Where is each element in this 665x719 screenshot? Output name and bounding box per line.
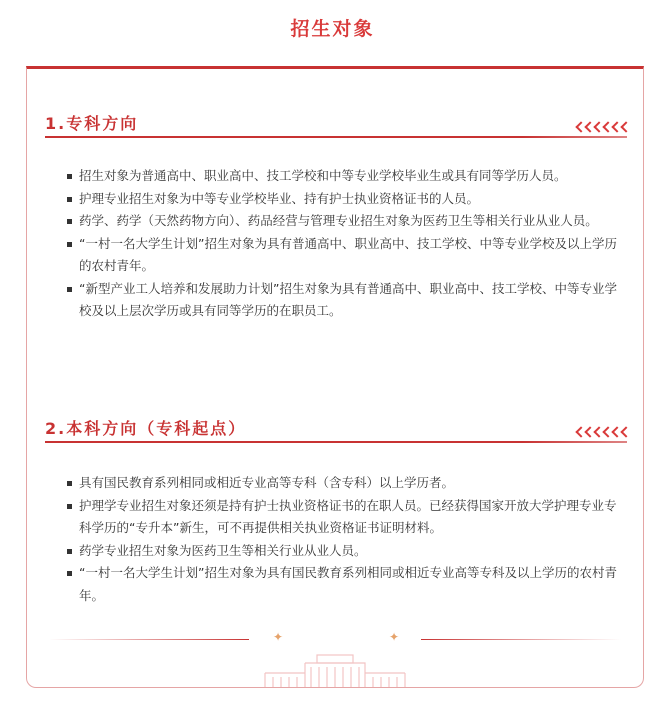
- bullet-icon: [67, 174, 72, 179]
- footer-line-left: [49, 639, 249, 640]
- sparkle-icon: ✦: [273, 630, 284, 644]
- footer-line-right: [421, 639, 621, 640]
- list-item: 护理学专业招生对象还须是持有护士执业资格证书的在职人员。已经获得国家开放大学护理专业专科学历的“专升本”新生，可不再提供相关执业资格证书证明材料。: [67, 495, 617, 540]
- list-item: “一村一名大学生计划”招生对象为具有普通高中、职业高中、技工学校、中等专业学校及以上学历的农村青年。: [67, 233, 617, 278]
- list-item: “新型产业工人培养和发展助力计划”招生对象为具有普通高中、职业高中、技工学校、中等专业学校及以上层次学历或具有同等学历的在职员工。: [67, 278, 617, 323]
- list-item: 具有国民教育系列相同或相近专业高等专科（含专科）以上学历者。: [67, 472, 617, 495]
- bullet-icon: [67, 287, 72, 292]
- chevrons-left-icon: [573, 121, 627, 137]
- section-divider: [45, 136, 627, 138]
- section-heading: 2.本科方向（专科起点）: [45, 419, 247, 438]
- section-heading: 1.专科方向: [45, 114, 139, 133]
- section-header-undergraduate: [45, 416, 627, 442]
- vocational-requirements-list: [67, 165, 617, 323]
- section-divider: [45, 441, 627, 443]
- undergraduate-requirements-list: [67, 472, 617, 607]
- sparkle-icon: ✦: [389, 630, 400, 644]
- list-item: “一村一名大学生计划”招生对象为具有国民教育系列相同或相近专业高等专科及以上学历的农村青年。: [67, 562, 617, 607]
- bullet-icon: [67, 219, 72, 224]
- footer-decoration: [27, 629, 643, 688]
- bullet-icon: [67, 504, 72, 509]
- list-item: 护理专业招生对象为中等专业学校毕业、持有护士执业资格证书的人员。: [67, 188, 617, 211]
- content-card: [26, 66, 644, 688]
- bullet-icon: [67, 197, 72, 202]
- building-outline-icon: [245, 651, 425, 688]
- list-item: 药学专业招生对象为医药卫生等相关行业从业人员。: [67, 540, 617, 563]
- bullet-icon: [67, 481, 72, 486]
- list-item: 药学、药学（天然药物方向）、药品经营与管理专业招生对象为医药卫生等相关行业从业人员。: [67, 210, 617, 233]
- bullet-icon: [67, 549, 72, 554]
- bullet-icon: [67, 571, 72, 576]
- chevrons-left-icon: [573, 426, 627, 442]
- list-item: 招生对象为普通高中、职业高中、技工学校和中等专业学校毕业生或具有同等学历人员。: [67, 165, 617, 188]
- section-header-vocational: [45, 111, 627, 137]
- page-title: 招生对象: [290, 18, 375, 40]
- bullet-icon: [67, 242, 72, 247]
